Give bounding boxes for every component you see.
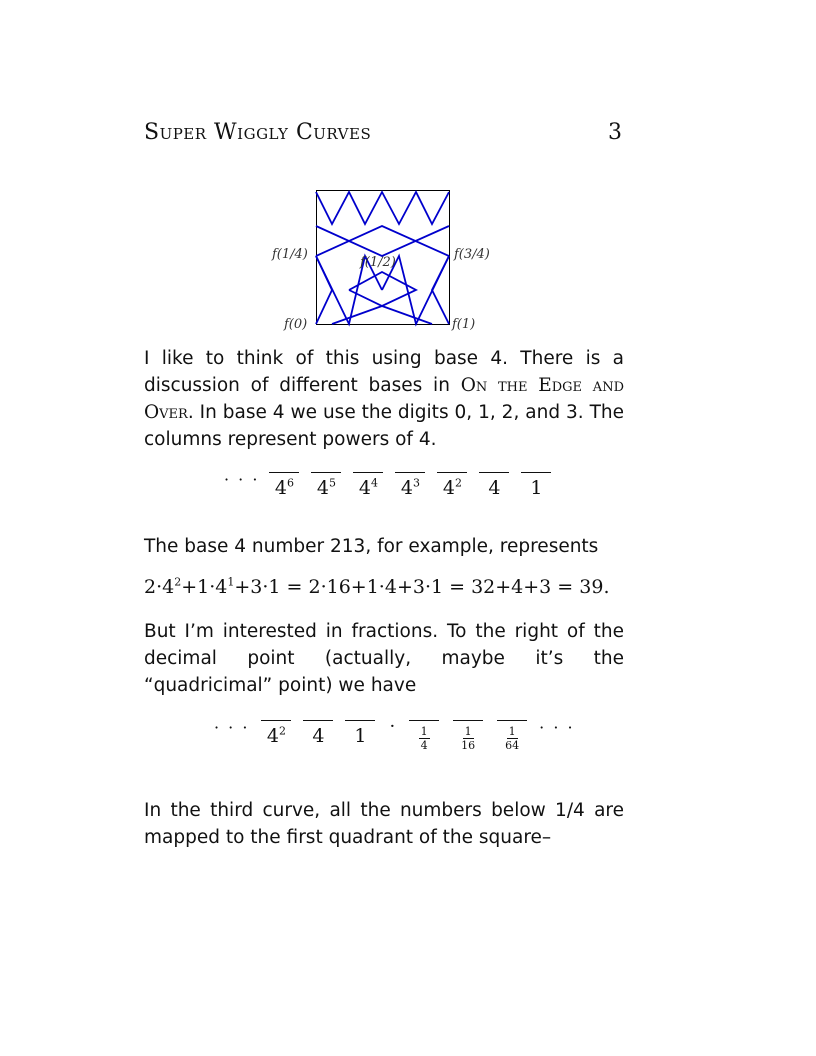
upper-cross bbox=[316, 226, 449, 256]
place-slot bbox=[353, 472, 383, 499]
bottom-lines-b bbox=[432, 256, 449, 324]
place-slot bbox=[311, 472, 341, 499]
slot-blank bbox=[409, 720, 439, 721]
leading-ellipsis: · · · bbox=[224, 470, 260, 489]
label-f-quarter: f(1/4) bbox=[272, 247, 308, 262]
slot-label: $4^4$ bbox=[358, 476, 378, 499]
slot-label: $4^6$ bbox=[274, 476, 294, 499]
place-slot bbox=[409, 720, 439, 752]
label-f-one: f(1) bbox=[452, 317, 476, 332]
slot-blank bbox=[497, 720, 527, 721]
slot-blank bbox=[453, 720, 483, 721]
slot-blank bbox=[353, 472, 383, 473]
fraction-place-row bbox=[214, 716, 575, 752]
upper-cross-b bbox=[316, 226, 449, 256]
paragraph-example: The base 4 number 213, for example, represents bbox=[144, 536, 599, 557]
paragraph-fractions: But I’m interested in fractions. To the right of the decimal point (actually, maybe it’s the “quadricimal” point) we have bbox=[144, 621, 624, 696]
slot-fraction: $\frac{1}{64}$ bbox=[505, 725, 520, 752]
book-reference: On the Edge and Over bbox=[144, 375, 624, 423]
place-slot bbox=[437, 472, 467, 499]
slot-label: 4 bbox=[488, 477, 501, 499]
slot-blank bbox=[261, 720, 291, 721]
quadricimal-point: · bbox=[389, 716, 396, 737]
slot-label: $4^3$ bbox=[400, 476, 420, 499]
slot-label: $4^5$ bbox=[316, 476, 336, 499]
top-zigzag bbox=[316, 192, 449, 224]
place-slot bbox=[261, 720, 291, 747]
slot-blank bbox=[395, 472, 425, 473]
paragraph-base-four-intro bbox=[144, 345, 624, 453]
slot-label: 1 bbox=[354, 725, 367, 747]
place-value-row bbox=[224, 472, 551, 499]
label-f-half: f(1/2) bbox=[360, 255, 396, 270]
place-slot bbox=[521, 472, 551, 499]
slot-blank bbox=[345, 720, 375, 721]
place-slot bbox=[453, 720, 483, 752]
label-f-zero: f(0) bbox=[284, 317, 308, 332]
page-number: 3 bbox=[608, 120, 622, 145]
paragraph-third-curve: In the third curve, all the numbers below 1/4 are mapped to the first quadrant of the square– bbox=[144, 800, 624, 848]
slot-label: $4^2$ bbox=[266, 724, 286, 747]
running-header-title: Super Wiggly Curves bbox=[144, 120, 372, 145]
slot-label: 1 bbox=[530, 477, 543, 499]
place-slot bbox=[497, 720, 527, 752]
paragraph-text: . In base 4 we use the digits 0, 1, 2, and 3. The columns represent powers of 4. bbox=[144, 402, 624, 450]
slot-blank bbox=[311, 472, 341, 473]
place-slot bbox=[345, 720, 375, 747]
slot-label: 4 bbox=[312, 725, 325, 747]
slot-fraction: $\frac{1}{16}$ bbox=[461, 725, 476, 752]
place-slot bbox=[395, 472, 425, 499]
slot-blank bbox=[479, 472, 509, 473]
bottom-lines bbox=[316, 256, 332, 324]
equation-213: $2\cdot 4^2+1\cdot 4^1+3\cdot 1 = 2\cdot 16+1\cdot 4+3\cdot 1 = 32+4+3 = 39$. bbox=[144, 575, 610, 598]
label-f-three-quarters: f(3/4) bbox=[454, 247, 490, 262]
slot-label: $4^2$ bbox=[442, 476, 462, 499]
place-slot bbox=[479, 472, 509, 499]
leading-ellipsis: · · · bbox=[214, 718, 250, 737]
slot-fraction: $\frac{1}{4}$ bbox=[420, 725, 428, 752]
curve-figure bbox=[260, 180, 520, 340]
slot-blank bbox=[437, 472, 467, 473]
slot-blank bbox=[521, 472, 551, 473]
slot-blank bbox=[303, 720, 333, 721]
place-slot bbox=[303, 720, 333, 747]
paragraph-text: I like to think of this using base 4. There is a discussion of different bases in bbox=[144, 348, 624, 396]
slot-blank bbox=[269, 472, 299, 473]
place-slot bbox=[269, 472, 299, 499]
trailing-ellipsis: · · · bbox=[539, 718, 575, 737]
